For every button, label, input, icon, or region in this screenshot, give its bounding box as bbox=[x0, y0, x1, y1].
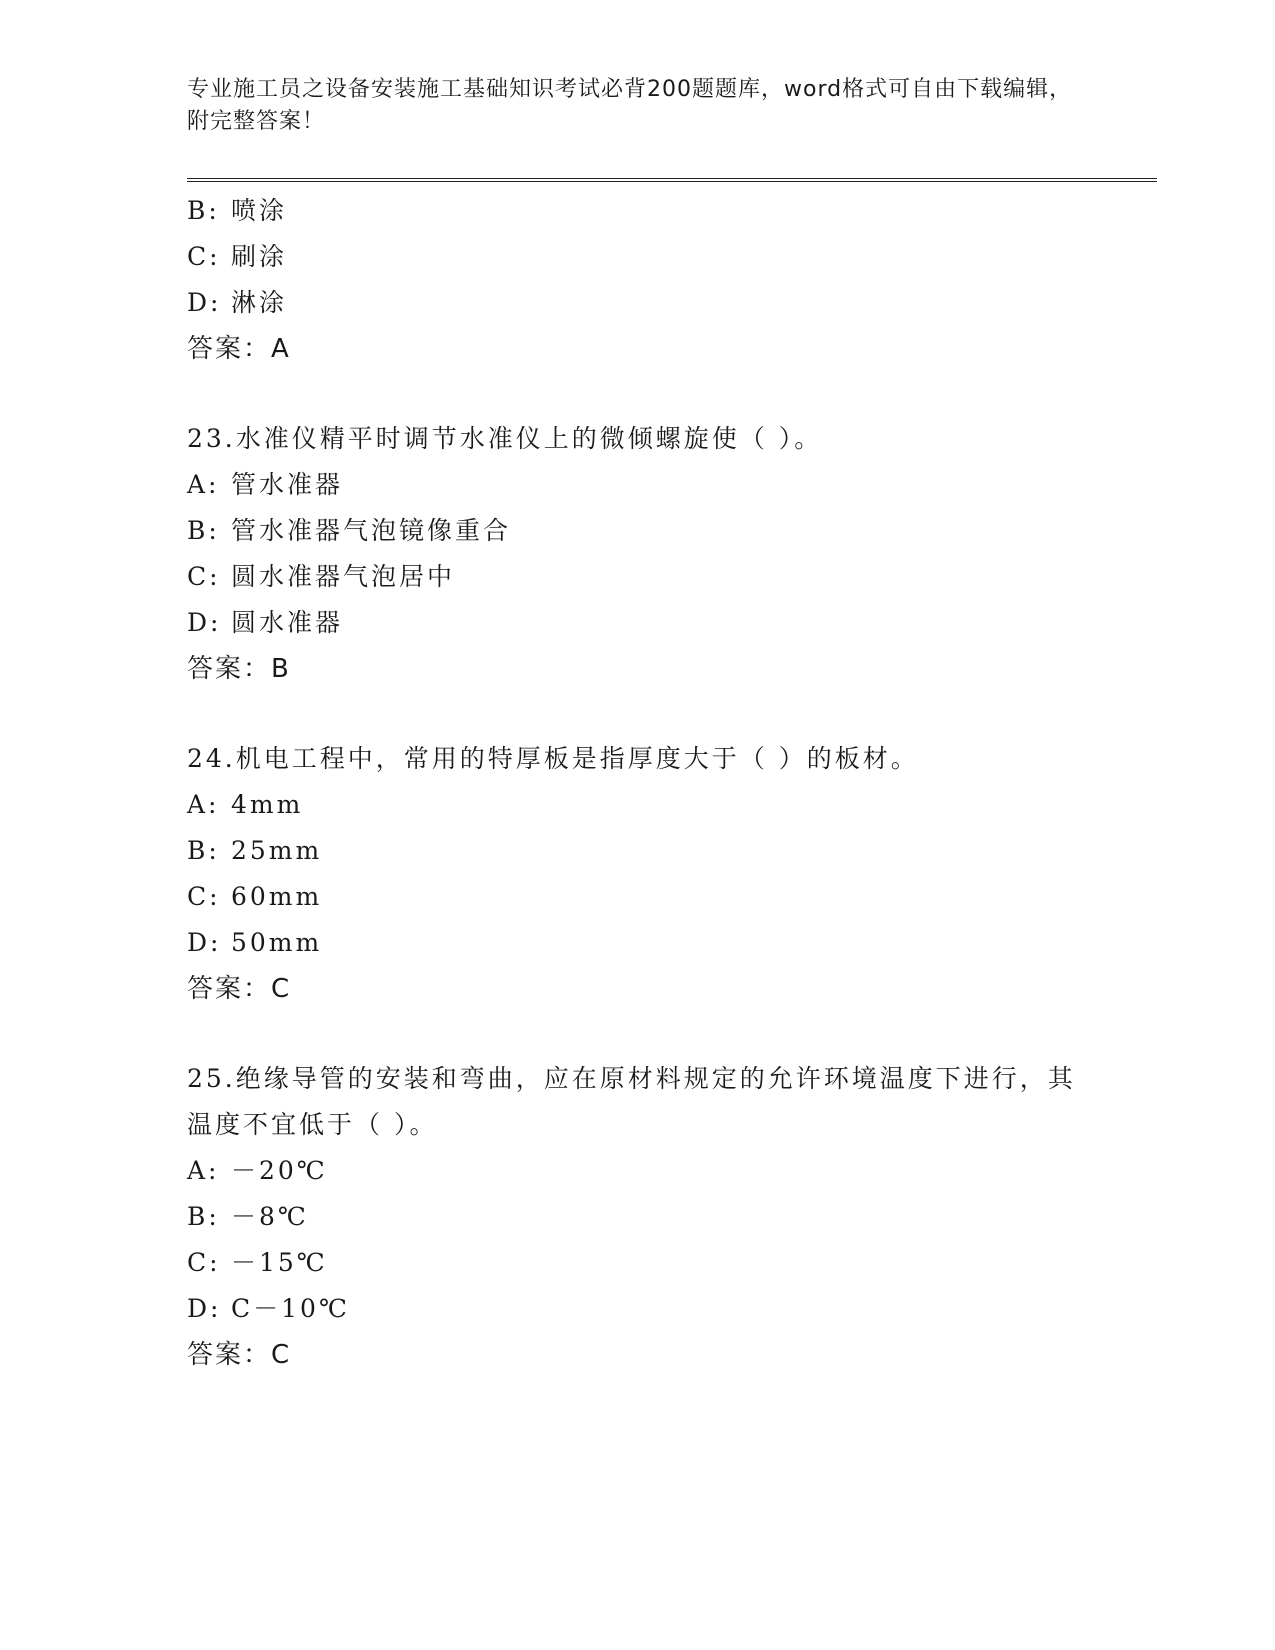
option-d bbox=[187, 600, 1157, 646]
option-label: D: bbox=[187, 288, 222, 317]
option-d bbox=[187, 280, 1157, 326]
question-text: 24.机电工程中，常用的特厚板是指厚度大于（ ）的板材。 bbox=[187, 744, 919, 773]
header-divider bbox=[187, 178, 1157, 182]
option-label: A: bbox=[187, 790, 220, 819]
document-title: 专业施工员之设备安装施工基础知识考试必背200题题库，word格式可自由下载编辑，附完整答案！ bbox=[187, 77, 1073, 134]
option-label: D: bbox=[187, 1294, 222, 1323]
answer-line: 答案：C bbox=[187, 1340, 292, 1370]
option-c bbox=[187, 554, 1157, 600]
answer-line: 答案：A bbox=[187, 334, 291, 364]
option-a bbox=[187, 782, 1157, 828]
option-text: 刷涂 bbox=[231, 242, 288, 271]
option-label: C: bbox=[187, 242, 221, 271]
option-label: D: bbox=[187, 928, 222, 957]
option-b bbox=[187, 508, 1157, 554]
option-c bbox=[187, 1240, 1157, 1286]
option-label: A: bbox=[187, 470, 220, 499]
option-text: －15℃ bbox=[231, 1248, 328, 1277]
option-text: 管水准器 bbox=[231, 470, 344, 499]
option-b bbox=[187, 188, 1157, 234]
option-text: C－10℃ bbox=[231, 1294, 350, 1323]
option-label: B: bbox=[187, 836, 220, 865]
option-label: C: bbox=[187, 1248, 221, 1277]
page-header bbox=[187, 74, 1087, 138]
question-block-partial bbox=[187, 188, 1157, 372]
option-d bbox=[187, 920, 1157, 966]
option-label: A: bbox=[187, 1156, 220, 1185]
question-text: 25.绝缘导管的安装和弯曲，应在原材料规定的允许环境温度下进行，其温度不宜低于（ ）。 bbox=[187, 1064, 1076, 1139]
option-text: 圆水准器气泡居中 bbox=[231, 562, 456, 591]
option-text: 喷涂 bbox=[231, 196, 288, 225]
option-b bbox=[187, 1194, 1157, 1240]
option-label: B: bbox=[187, 516, 220, 545]
option-text: －8℃ bbox=[231, 1202, 309, 1231]
option-a bbox=[187, 1148, 1157, 1194]
question-list bbox=[187, 188, 1157, 1378]
option-text: 管水准器气泡镜像重合 bbox=[231, 516, 512, 545]
option-a bbox=[187, 462, 1157, 508]
option-label: B: bbox=[187, 196, 220, 225]
option-text: 淋涂 bbox=[231, 288, 288, 317]
answer-line: 答案：B bbox=[187, 654, 291, 684]
option-d bbox=[187, 1286, 1157, 1332]
option-label: C: bbox=[187, 562, 221, 591]
question-block-25 bbox=[187, 1056, 1157, 1378]
option-c bbox=[187, 234, 1157, 280]
answer-line: 答案：C bbox=[187, 974, 292, 1004]
option-text: 60mm bbox=[231, 882, 323, 911]
option-label: D: bbox=[187, 608, 222, 637]
option-c bbox=[187, 874, 1157, 920]
option-text: －20℃ bbox=[231, 1156, 328, 1185]
option-label: C: bbox=[187, 882, 221, 911]
option-text: 圆水准器 bbox=[231, 608, 344, 637]
question-text: 23.水准仪精平时调节水准仪上的微倾螺旋使（ ）。 bbox=[187, 424, 823, 453]
question-block-24 bbox=[187, 736, 1157, 1012]
question-block-23 bbox=[187, 416, 1157, 692]
option-b bbox=[187, 828, 1157, 874]
option-text: 4mm bbox=[231, 790, 304, 819]
option-text: 50mm bbox=[231, 928, 323, 957]
option-text: 25mm bbox=[231, 836, 323, 865]
option-label: B: bbox=[187, 1202, 220, 1231]
